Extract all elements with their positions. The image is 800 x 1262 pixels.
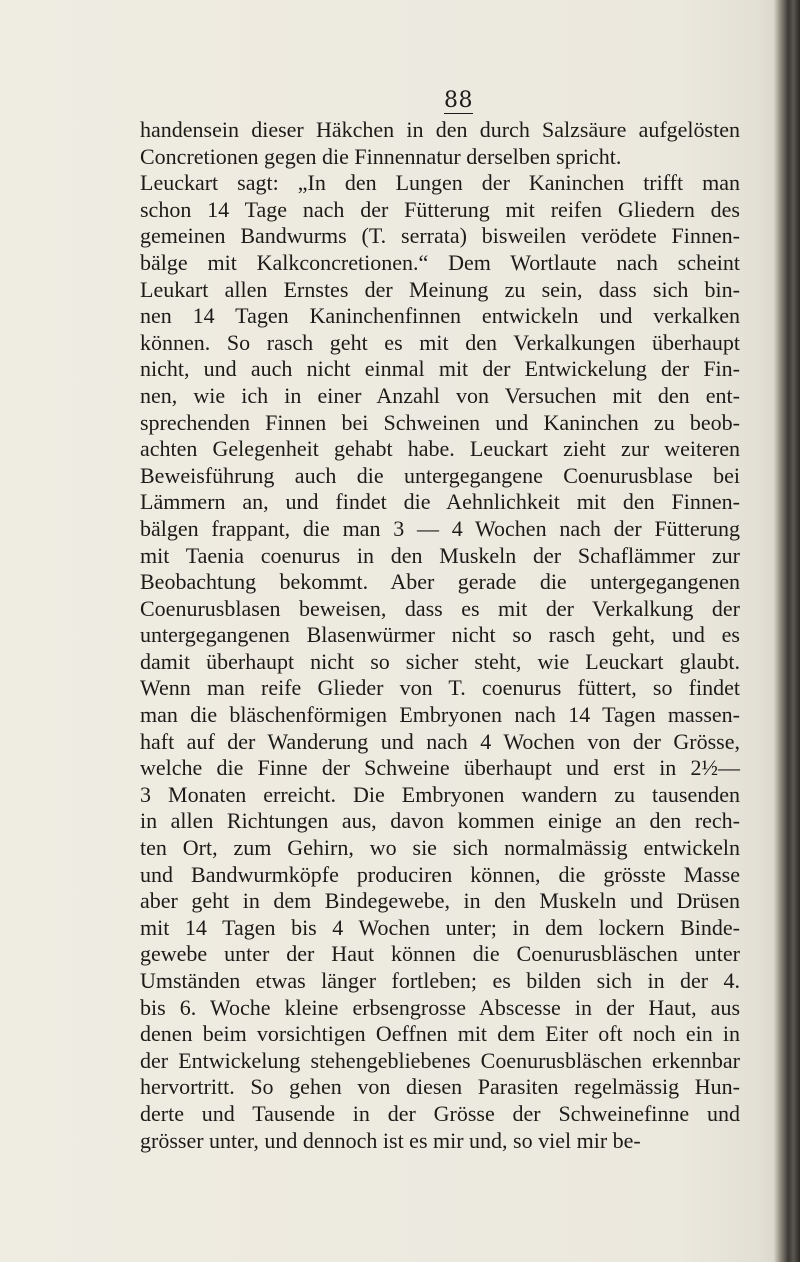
text-line: nicht, und auch nicht einmal mit der Entwickelung der Fin- — [140, 356, 740, 382]
text-line: hervortritt. So gehen von diesen Parasiten regelmässig Hun- — [140, 1074, 740, 1100]
text-line: der Entwickelung stehengebliebenes Coenurusbläschen erkennbar — [140, 1047, 740, 1073]
text-line: gemeinen Bandwurms (T. serrata) bisweilen verödete Finnen- — [140, 223, 740, 249]
text-line: damit überhaupt nicht so sicher steht, wie Leuckart glaubt. — [140, 648, 740, 674]
text-line: bälge mit Kalkconcretionen.“ Dem Wortlaute nach scheint — [140, 249, 740, 275]
text-line: ten Ort, zum Gehirn, wo sie sich normalmässig entwickeln — [140, 835, 740, 861]
text-line: welche die Finne der Schweine überhaupt und erst in 2½— — [140, 755, 740, 781]
text-line: Coenurusblasen beweisen, dass es mit der Verkalkung der — [140, 595, 740, 621]
text-line: grösser unter, und dennoch ist es mir und, so viel mir be- — [140, 1127, 641, 1153]
text-line: derte und Tausende in der Grösse der Schweinefinne und — [140, 1100, 740, 1126]
text-line: 3 Monaten erreicht. Die Embryonen wandern zu tausenden — [140, 781, 740, 807]
page-edge-shadow — [774, 0, 800, 1262]
text-line: denen beim vorsichtigen Oeffnen mit dem Eiter oft noch ein in — [140, 1021, 740, 1047]
text-line: Lämmern an, und findet die Aehnlichkeit mit den Finnen- — [140, 489, 740, 515]
text-line: sprechenden Finnen bei Schweinen und Kaninchen zu beob- — [140, 409, 740, 435]
text-line: in allen Richtungen aus, davon kommen einige an den rech- — [140, 808, 740, 834]
text-line: Wenn man reife Glieder von T. coenurus füttert, so findet — [140, 675, 740, 701]
text-line: haft auf der Wanderung und nach 4 Wochen von der Grösse, — [140, 728, 740, 754]
text-line: Beweisführung auch die untergegangene Coenurusblase bei — [140, 462, 740, 488]
text-line: bälgen frappant, die man 3 — 4 Wochen nach der Fütterung — [140, 515, 740, 541]
text-line: Concretionen gegen die Finnennatur derselben spricht. — [140, 143, 622, 169]
body-text — [140, 117, 740, 1154]
page-number: 88 — [444, 88, 473, 113]
text-line: mit 14 Tagen bis 4 Wochen unter; in dem lockern Binde- — [140, 914, 740, 940]
text-line: nen, wie ich in einer Anzahl von Versuchen mit den ent- — [140, 382, 740, 408]
text-line: können. So rasch geht es mit den Verkalkungen überhaupt — [140, 329, 740, 355]
text-line: gewebe unter der Haut können die Coenurusbläschen unter — [140, 941, 740, 967]
text-line: achten Gelegenheit gehabt habe. Leuckart zieht zur weiteren — [140, 436, 740, 462]
text-line: Leuckart sagt: „In den Lungen der Kaninchen trifft man — [140, 170, 740, 196]
text-line: schon 14 Tage nach der Fütterung mit reifen Gliedern des — [140, 196, 740, 222]
text-line: man die bläschenförmigen Embryonen nach 14 Tagen massen- — [140, 702, 740, 728]
text-line: aber geht in dem Bindegewebe, in den Muskeln und Drüsen — [140, 888, 740, 914]
text-line: untergegangenen Blasenwürmer nicht so rasch geht, und es — [140, 622, 740, 648]
text-line: handensein dieser Häkchen in den durch Salzsäure aufgelösten — [140, 117, 740, 142]
text-line: Beobachtung bekommt. Aber gerade die untergegangenen — [140, 569, 740, 595]
text-line: Umständen etwas länger fortleben; es bilden sich in der 4. — [140, 968, 740, 993]
text-line: mit Taenia coenurus in den Muskeln der Schaflämmer zur — [140, 542, 740, 568]
text-line: bis 6. Woche kleine erbsengrosse Abscesse in der Haut, aus — [140, 994, 740, 1020]
text-line: und Bandwurmköpfe produciren können, die grösste Masse — [140, 861, 740, 887]
text-line: nen 14 Tagen Kaninchenfinnen entwickeln und verkalken — [140, 303, 740, 329]
text-line: Leukart allen Ernstes der Meinung zu sein, dass sich bin- — [140, 276, 740, 302]
